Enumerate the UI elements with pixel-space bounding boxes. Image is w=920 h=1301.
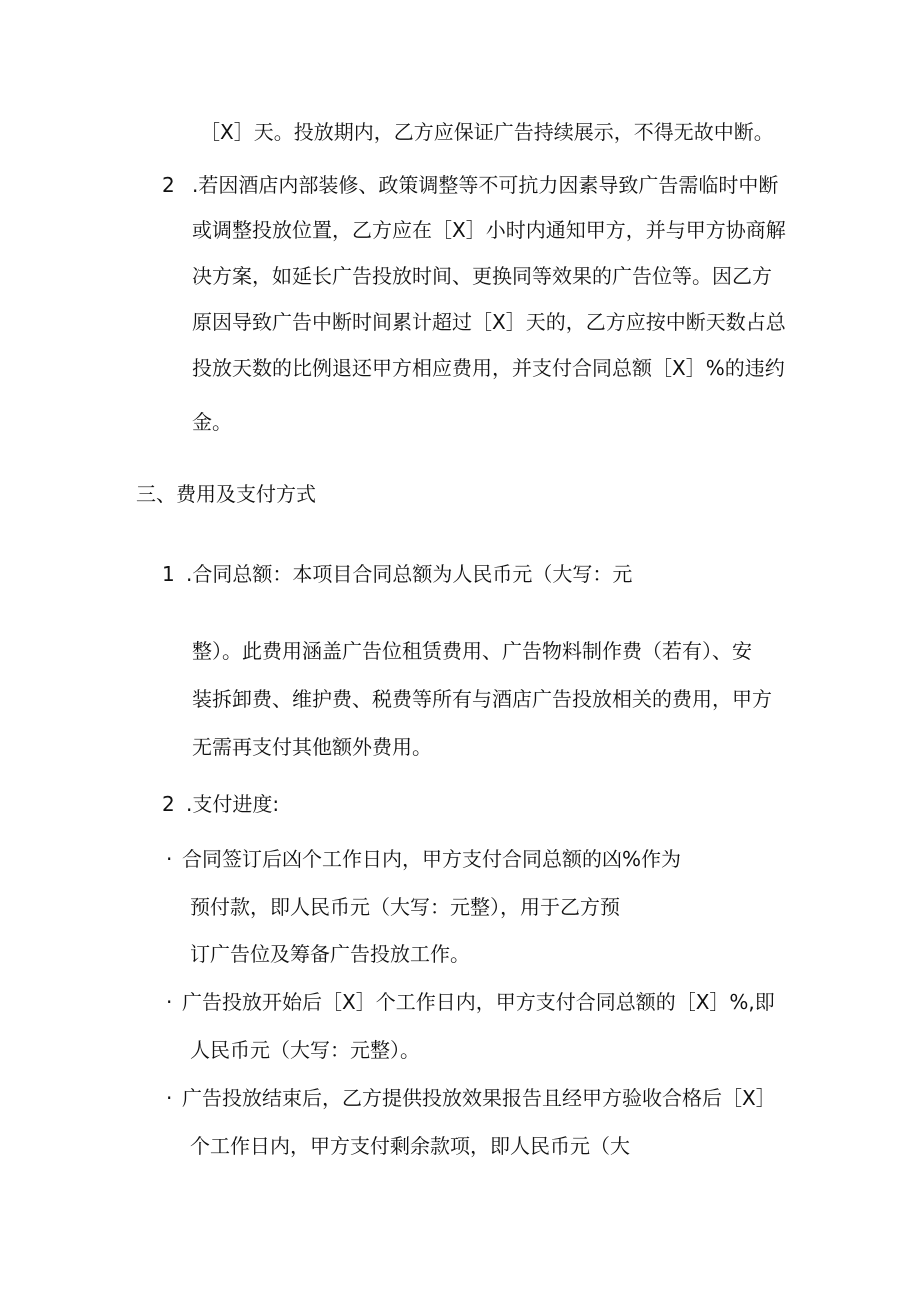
section-heading: 三、费用及支付方式 xyxy=(136,482,316,506)
bullet-line: 广告投放开始后［X］个工作日内，甲方支付合同总额的［X］%,即 xyxy=(182,990,775,1014)
bullet-marker: · xyxy=(166,990,173,1014)
item-line: 整）。此费用涵盖广告位租赁费用、广告物料制作费（若有）、安 xyxy=(192,639,752,663)
item-number: 2 xyxy=(162,792,175,816)
bullet-marker: · xyxy=(166,1086,173,1110)
item-line: 无需再支付其他额外费用。 xyxy=(192,735,432,759)
clause-continuation-line: ［X］天。投放期内，乙方应保证广告持续展示，不得无故中断。 xyxy=(200,120,774,144)
bullet-line: 预付款，即人民币元（大写：元整），用于乙方预 xyxy=(190,895,620,919)
bullet-marker: · xyxy=(166,847,173,871)
clause-line: 决方案，如延长广告投放时间、更换同等效果的广告位等。因乙方 xyxy=(192,264,772,288)
clause-number: 2 xyxy=(162,173,175,197)
bullet-line: 合同签订后凶个工作日内，甲方支付合同总额的凶%作为 xyxy=(182,847,682,871)
bullet-line: 人民币元（大写：元整）。 xyxy=(190,1038,420,1062)
item-title: .支付进度: xyxy=(186,792,280,816)
bullet-line: 广告投放结束后，乙方提供投放效果报告且经甲方验收合格后［X］ xyxy=(182,1086,776,1110)
item-line: .合同总额：本项目合同总额为人民币元（大写：元 xyxy=(186,562,633,586)
clause-line: 原因导致广告中断时间累计超过［X］天的，乙方应按中断天数占总 xyxy=(192,310,786,334)
item-number: 1 xyxy=(162,562,175,586)
clause-line: 或调整投放位置，乙方应在［X］小时内通知甲方，并与甲方协商解 xyxy=(192,218,786,242)
clause-line: 投放天数的比例退还甲方相应费用，并支付合同总额［X］%的违约 xyxy=(192,356,785,380)
item-line: 装拆卸费、维护费、税费等所有与酒店广告投放相关的费用，甲方 xyxy=(192,687,772,711)
bullet-line: 订广告位及筹备广告投放工作。 xyxy=(190,942,470,966)
clause-line: 金。 xyxy=(192,410,232,434)
bullet-line: 个工作日内，甲方支付剩余款项，即人民币元（大 xyxy=(190,1134,630,1158)
clause-line: .若因酒店内部装修、政策调整等不可抗力因素导致广告需临时中断 xyxy=(192,173,779,197)
